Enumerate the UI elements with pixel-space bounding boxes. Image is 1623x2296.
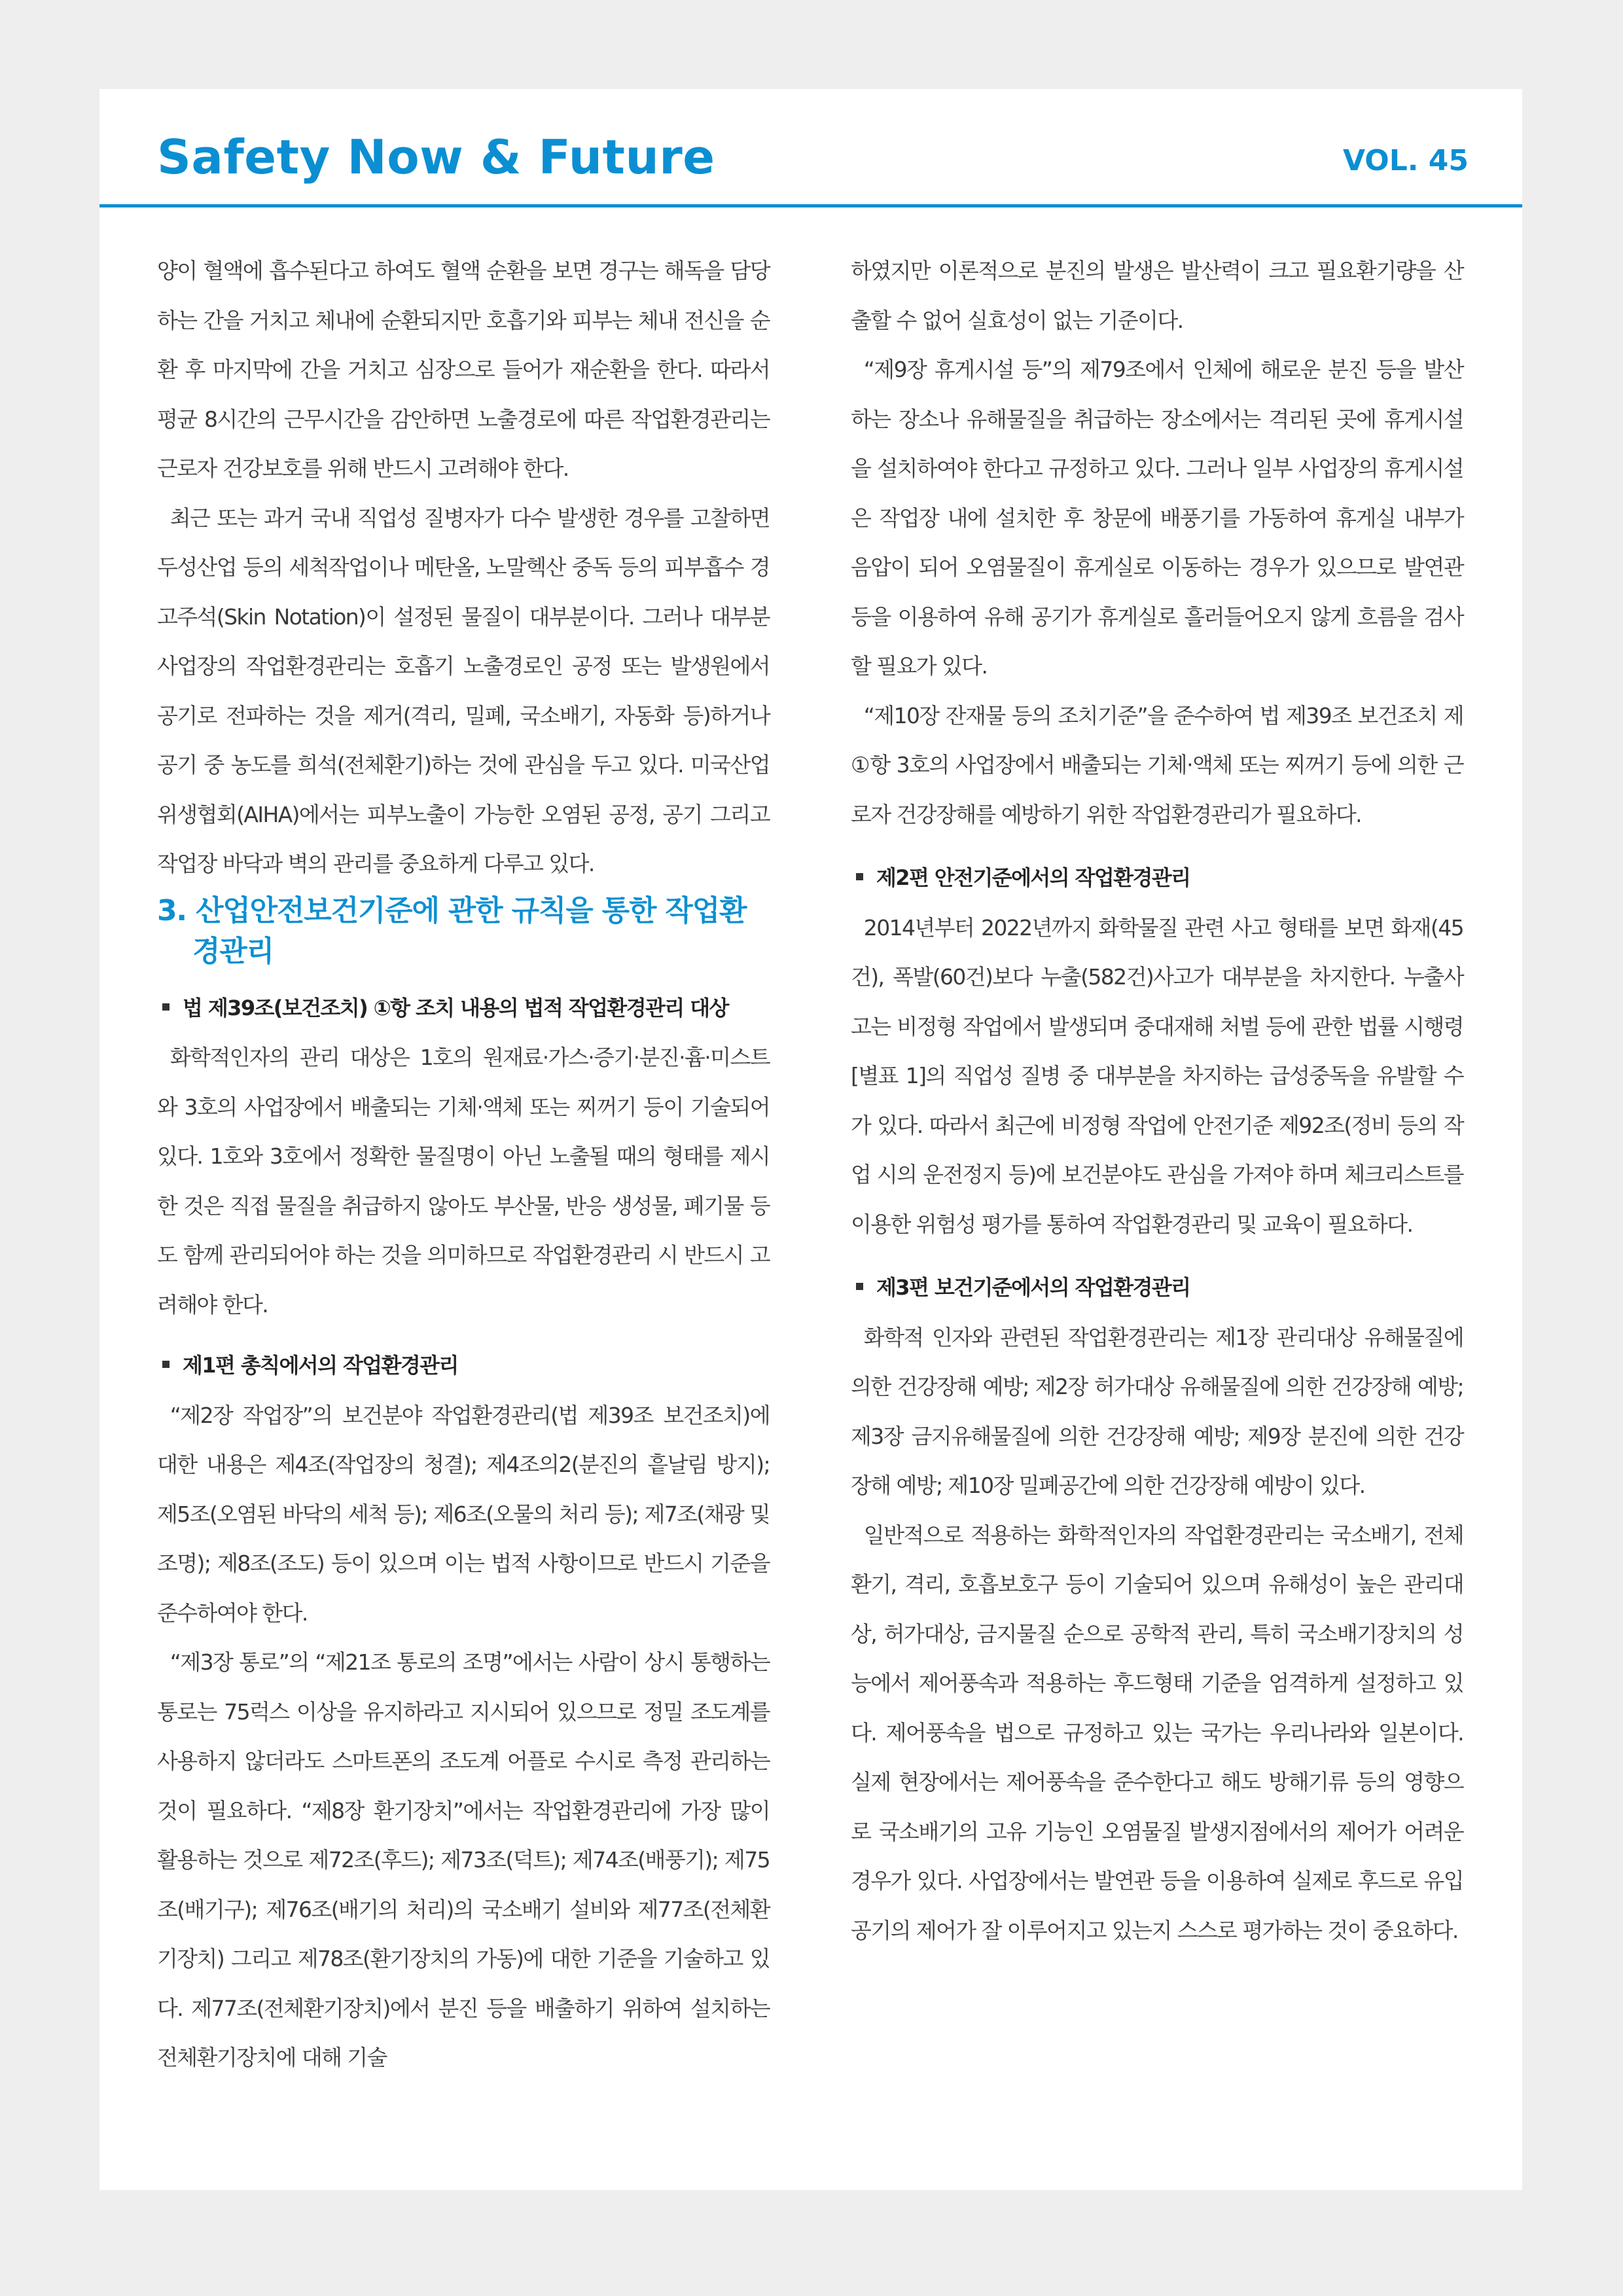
header-divider	[99, 204, 1522, 207]
square-bullet-icon	[856, 873, 863, 880]
square-bullet-icon	[856, 1283, 863, 1290]
paragraph: 2014년부터 2022년까지 화학물질 관련 사고 형태를 보면 화재(45건), 폭발(60건)보다 누출(582건)사고가 대부분을 차지한다. 누출사고는 비정형 작업에서 발생되며 중대재해 처벌 등에 관한 법률 시행령 [별표 1]의 직업성 질병 중 대부분을 차지하는 급성중독을 유발할 수가 있다. 따라서 최근에 비정형 작업에 안전기준 제92조(정비 등의 작업 시의 운전정지 등)에 보건분야도 관심을 가져야 하며 체크리스트를 이용한 위험성 평가를 통하여 작업환경관리 및 교육이 필요하다.	[851, 914, 1463, 1237]
document-page	[99, 89, 1522, 2190]
subsection-heading	[157, 1341, 770, 1391]
section-heading: 3. 산업안전보건기준에 관한 규칙을 통한 작업환경관리	[157, 893, 747, 968]
paragraph: 화학적인자의 관리 대상은 1호의 원재료·가스·증기·분진·흄·미스트와 3호의 사업장에서 배출되는 기체·액체 또는 찌꺼기 등이 기술되어 있다. 1호와 3호에서 정확한 물질명이 아닌 노출될 때의 형태를 제시한 것은 직접 물질을 취급하지 않아도 부산물, 반응 생성물, 폐기물 등도 함께 관리되어야 하는 것을 의미하므로 작업환경관리 시 반드시 고려해야 한다.	[157, 1045, 770, 1318]
subsection-heading	[157, 984, 770, 1033]
paragraph: 화학적 인자와 관련된 작업환경관리는 제1장 관리대상 유해물질에 의한 건강장해 예방; 제2장 허가대상 유해물질에 의한 건강장해 예방; 제3장 금지유해물질에 의한 건강장해 예방; 제9장 분진에 의한 건강장해 예방; 제10장 밀폐공간에 의한 건강장해 예방이 있다.	[851, 1324, 1463, 1498]
square-bullet-icon	[162, 1361, 169, 1368]
journal-title: Safety Now & Future	[157, 130, 715, 185]
left-column	[157, 246, 770, 2083]
subsection-heading-text: 제3편 보건기준에서의 작업환경관리	[876, 1275, 1190, 1300]
paragraph: “제9장 휴게시설 등”의 제79조에서 인체에 해로운 분진 등을 발산하는 장소나 유해물질을 취급하는 장소에서는 격리된 곳에 휴게시설을 설치하여야 한다고 규정하고 있다. 그러나 일부 사업장의 휴게시설은 작업장 내에 설치한 후 창문에 배풍기를 가동하여 휴게실 내부가 음압이 되어 오염물질이 휴게실로 이동하는 경우가 있으므로 발연관 등을 이용하여 유해 공기가 휴게실로 흘러들어오지 않게 흐름을 검사할 필요가 있다.	[851, 357, 1463, 679]
subsection-heading-text: 제1편 총칙에서의 작업환경관리	[183, 1353, 458, 1378]
paragraph: 하였지만 이론적으로 분진의 발생은 발산력이 크고 필요환기량을 산출할 수 없어 실효성이 없는 기준이다.	[851, 258, 1463, 333]
paragraph: “제2장 작업장”의 보건분야 작업환경관리(법 제39조 보건조치)에 대한 내용은 제4조(작업장의 청결); 제4조의2(분진의 흩날림 방지); 제5조(오염된 바닥의 세척 등); 제6조(오물의 처리 등); 제7조(채광 및 조명); 제8조(조도) 등이 있으며 이는 법적 사항이므로 반드시 기준을 준수하여야 한다.	[157, 1402, 770, 1626]
right-column	[851, 246, 1463, 1955]
volume-number: VOL. 45	[1343, 144, 1469, 177]
paragraph: “제3장 통로”의 “제21조 통로의 조명”에서는 사람이 상시 통행하는 통로는 75럭스 이상을 유지하라고 지시되어 있으므로 정밀 조도계를 사용하지 않더라도 스마트폰의 조도계 어플로 수시로 측정 관리하는 것이 필요하다. “제8장 환기장치”에서는 작업환경관리에 가장 많이 활용하는 것으로 제72조(후드); 제73조(덕트); 제74조(배풍기); 제75조(배기구); 제76조(배기의 처리)의 국소배기 설비와 제77조(전체환기장치) 그리고 제78조(환기장치의 가동)에 대한 기준을 기술하고 있다. 제77조(전체환기장치)에서 분진 등을 배출하기 위하여 설치하는 전체환기장치에 대해 기술	[157, 1649, 770, 2070]
paragraph: 양이 혈액에 흡수된다고 하여도 혈액 순환을 보면 경구는 해독을 담당하는 간을 거치고 체내에 순환되지만 호흡기와 피부는 체내 전신을 순환 후 마지막에 간을 거치고 심장으로 들어가 재순환을 한다. 따라서 평균 8시간의 근무시간을 감안하면 노출경로에 따른 작업환경관리는 근로자 건강보호를 위해 반드시 고려해야 한다.	[157, 258, 770, 481]
paragraph: 일반적으로 적용하는 화학적인자의 작업환경관리는 국소배기, 전체환기, 격리, 호흡보호구 등이 기술되어 있으며 유해성이 높은 관리대상, 허가대상, 금지물질 순으로 공학적 관리, 특히 국소배기장치의 성능에서 제어풍속과 적용하는 후드형태 기준을 엄격하게 설정하고 있다. 제어풍속을 법으로 규정하고 있는 국가는 우리나라와 일본이다. 실제 현장에서는 제어풍속을 준수한다고 해도 방해기류 등의 영향으로 국소배기의 고유 기능인 오염물질 발생지점에서의 제어가 어려운 경우가 있다. 사업장에서는 발연관 등을 이용하여 실제로 후드로 유입공기의 제어가 잘 이루어지고 있는지 스스로 평가하는 것이 중요하다.	[851, 1522, 1463, 1943]
subsection-heading-text: 법 제39조(보건조치) ①항 조치 내용의 법적 작업환경관리 대상	[183, 995, 728, 1020]
square-bullet-icon	[162, 1003, 169, 1011]
paragraph: “제10장 잔재물 등의 조치기준”을 준수하여 법 제39조 보건조치 제①항 3호의 사업장에서 배출되는 기체·액체 또는 찌꺼기 등에 의한 근로자 건강장해를 예방하기 위한 작업환경관리가 필요하다.	[851, 702, 1463, 827]
subsection-heading-text: 제2편 안전기준에서의 작업환경관리	[876, 865, 1190, 890]
subsection-heading	[851, 853, 1463, 903]
paragraph: 최근 또는 과거 국내 직업성 질병자가 다수 발생한 경우를 고찰하면 두성산업 등의 세척작업이나 메탄올, 노말헥산 중독 등의 피부흡수 경고주석(Skin Notation)이 설정된 물질이 대부분이다. 그러나 대부분 사업장의 작업환경관리는 호흡기 노출경로인 공정 또는 발생원에서 공기로 전파하는 것을 제거(격리, 밀폐, 국소배기, 자동화 등)하거나 공기 중 농도를 희석(전체환기)하는 것에 관심을 두고 있다. 미국산업위생협회(AIHA)에서는 피부노출이 가능한 오염된 공정, 공기 그리고 작업장 바닥과 벽의 관리를 중요하게 다루고 있다.	[157, 505, 770, 876]
subsection-heading	[851, 1263, 1463, 1313]
